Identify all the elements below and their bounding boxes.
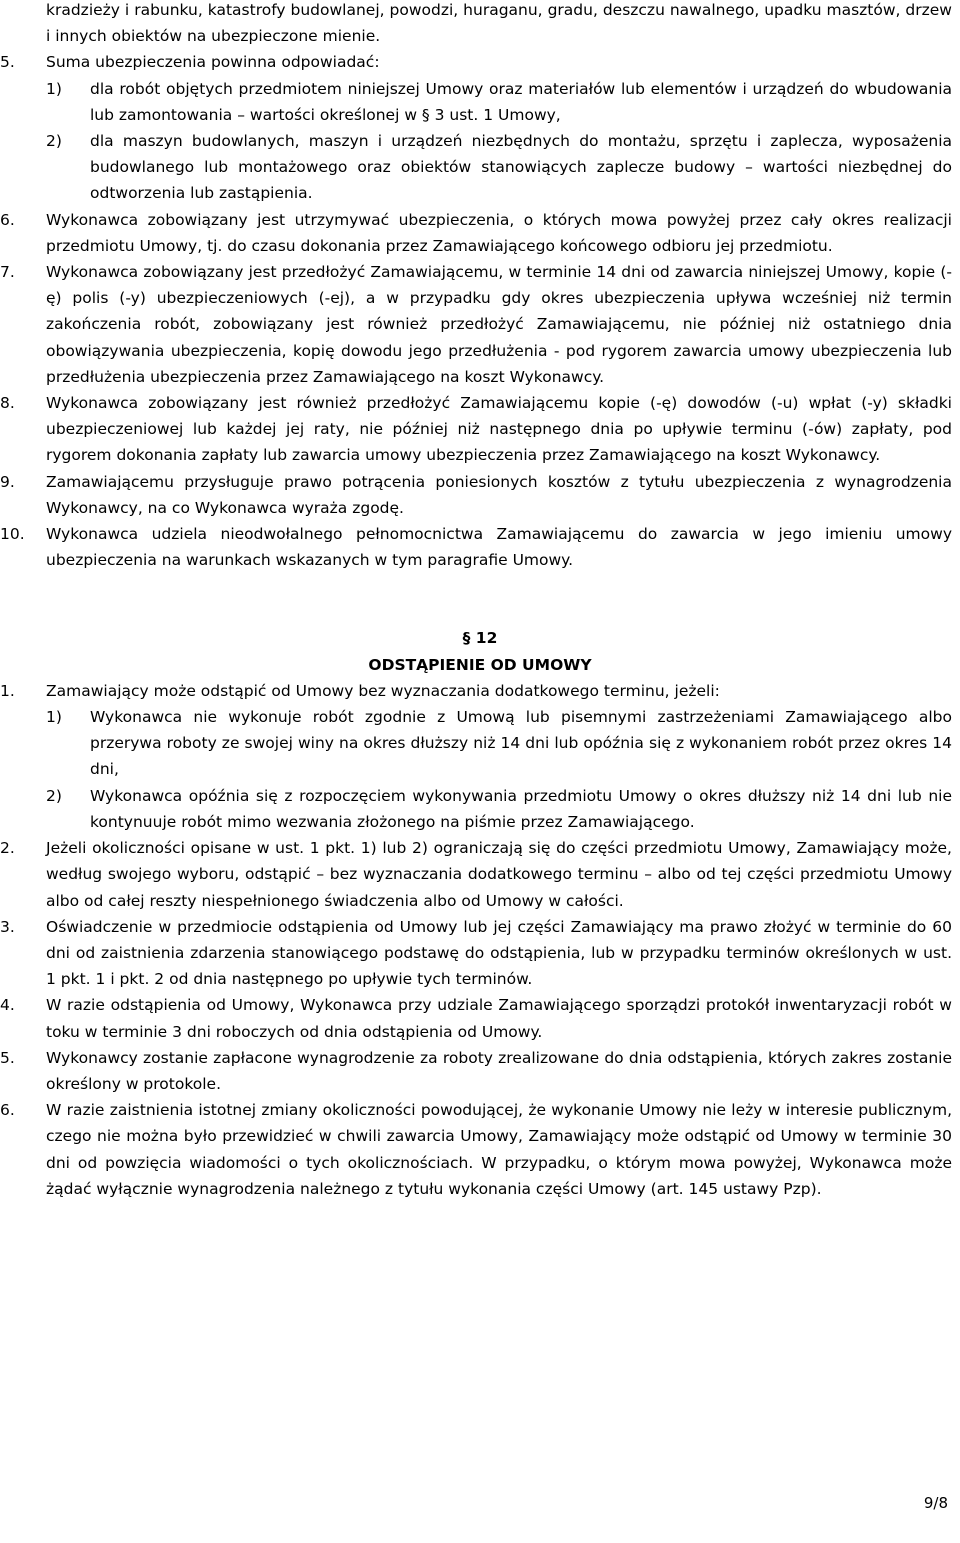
item-number: 10. [0,525,25,544]
numbered-item [0,49,960,75]
numbered-item [0,521,960,573]
numbered-item [0,207,960,259]
withdrawal-clause-list [0,678,960,1202]
item-text: Wykonawca zobowiązany jest również przedłożyć Zamawiającemu kopie (-ę) dowodów (-u) wpłat (-y) składki ubezpieczeniowej lub każdej jej raty, nie później niż następnego dnia po upływie terminu (-ów) zapłaty, pod rygorem dokonania zapłaty lub zawarcia umowy ubezpieczenia przez Zamawiającego na koszt Wykonawcy. [46,394,952,465]
item-number: 1. [0,681,15,700]
sub-item-number: 2) [46,786,62,805]
item-text: Zamawiającemu przysługuje prawo potrącenia poniesionych kosztów z tytułu ubezpieczenia z wynagrodzenia Wykonawcy, na co Wykonawca wyraża zgodę. [46,472,952,517]
numbered-item [0,1097,960,1202]
numbered-item [0,469,960,521]
item-text: Jeżeli okoliczności opisane w ust. 1 pkt. 1) lub 2) ograniczają się do części przedmiotu Umowy, Zamawiający może, według swojego wyboru, odstąpić – bez wyznaczania dodatkowego terminu – albo od tej części przedmiotu Umowy albo od całej reszty niespełnionego świadczenia albo od Umowy w całości. [46,839,952,910]
item-number: 5. [0,1048,15,1067]
numbered-item [0,992,960,1044]
item-number: 6. [0,1101,15,1120]
insurance-clause-list [0,49,960,573]
section-gap [0,573,960,625]
numbered-item [0,835,960,914]
item-number: 2. [0,839,15,858]
item-number: 3. [0,917,15,936]
item-text: W razie odstąpienia od Umowy, Wykonawca przy udziale Zamawiającego sporządzi protokół inwentaryzacji robót w toku w terminie 3 dni roboczych od dnia odstąpienia od Umowy. [46,996,952,1041]
item-text: W razie zaistnienia istotnej zmiany okoliczności powodującej, że wykonanie Umowy nie leży w interesie publicznym, czego nie można było przewidzieć w chwili zawarcia Umowy, Zamawiający może odstąpić od Umowy w terminie 30 dni od powzięcia wiadomości o tych okolicznościach. W przypadku, o którym mowa powyżej, Wykonawca może żądać wyłącznie wynagrodzenia należnego z tytułu wykonania części Umowy (art. 145 ustawy Pzp). [46,1101,952,1198]
item-number: 6. [0,210,15,229]
item-text: Wykonawca zobowiązany jest utrzymywać ubezpieczenia, o których mowa powyżej przez cały okres realizacji przedmiotu Umowy, tj. do czasu dokonania przez Zamawiającego końcowego odbioru jej przedmiotu. [46,210,952,255]
sub-item-number: 2) [46,132,62,151]
item-text: Wykonawca zobowiązany jest przedłożyć Zamawiającemu, w terminie 14 dni od zawarcia niniejszej Umowy, kopie (-ę) polis (-y) ubezpieczeniowych (-ej), a w przypadku gdy okres ubezpieczenia upływa wcześniej niż termin zakończenia robót, zobowiązany jest również przedłożyć Zamawiającemu, nie później niż ostatniego dnia obowiązywania ubezpieczenia, kopię dowodu jego przedłużenia - pod rygorem zawarcia umowy ubezpieczenia lub przedłużenia ubezpieczenia przez Zamawiającego na koszt Wykonawcy. [46,263,952,386]
sub-item [0,704,960,783]
item-number: 8. [0,394,15,413]
numbered-item [0,914,960,993]
sub-item-number: 1) [46,79,62,98]
page-number: 9/8 [923,1494,948,1512]
item-text: Suma ubezpieczenia powinna odpowiadać: [46,53,380,72]
sub-item-text: Wykonawca opóźnia się z rozpoczęciem wykonywania przedmiotu Umowy o okres dłuższy niż 14 dni lub nie kontynuuje robót mimo wezwania złożonego na piśmie przez Zamawiającego. [90,786,952,831]
numbered-item [0,678,960,704]
item-number: 9. [0,472,15,491]
item-number: 4. [0,996,15,1015]
sub-item-text: dla maszyn budowlanych, maszyn i urządzeń niezbędnych do montażu, sprzętu i zaplecza, wyposażenia budowlanego lub montażowego oraz obiektów stanowiących zaplecze budowy – wartości niezbędnej do odtworzenia lub zastąpienia. [90,132,952,203]
numbered-item [0,259,960,390]
sub-item-text: Wykonawca nie wykonuje robót zgodnie z Umową lub pisemnymi zastrzeżeniami Zamawiającego albo przerywa roboty ze swojej winy na okres dłuższy niż 14 dni lub opóźnia się z wykonaniem robót przez okres 14 dni, [90,708,952,779]
item-text: Zamawiający może odstąpić od Umowy bez wyznaczania dodatkowego terminu, jeżeli: [46,681,720,700]
section-number: § 12 [462,629,498,648]
item-number: 5. [0,53,15,72]
numbered-item [0,1045,960,1097]
item-text: Wykonawca udziela nieodwołalnego pełnomocnictwa Zamawiającemu do zawarcia w jego imieniu umowy ubezpieczenia na warunkach wskazanych w tym paragrafie Umowy. [46,525,952,570]
sub-item-number: 1) [46,708,62,727]
sub-item [0,783,960,835]
item-number: 7. [0,263,15,282]
sub-item-text: dla robót objętych przedmiotem niniejszej Umowy oraz materiałów lub elementów i urządzeń do wbudowania lub zamontowania – wartości określonej w § 3 ust. 1 Umowy, [90,79,952,124]
numbered-item [0,390,960,469]
item-text: Oświadczenie w przedmiocie odstąpienia od Umowy lub jej części Zamawiający ma prawo złożyć w terminie do 60 dni od zaistnienia zdarzenia stanowiącego podstawę do odstąpienia, lub w przypadku terminów określonych w ust. 1 pkt. 1 i pkt. 2 od dnia następnego po upływie tych terminów. [46,917,952,989]
section-title: ODSTĄPIENIE OD UMOWY [368,655,592,674]
continuation-paragraph: kradzieży i rabunku, katastrofy budowlanej, powodzi, huraganu, gradu, deszczu nawalnego, upadku masztów, drzew i innych obiektów na ubezpieczone mienie. [46,1,952,46]
item-text: Wykonawcy zostanie zapłacone wynagrodzenie za roboty zrealizowane do dnia odstąpienia, których zakres zostanie określony w protokole. [46,1048,952,1093]
sub-item [0,128,960,207]
sub-item [0,76,960,128]
